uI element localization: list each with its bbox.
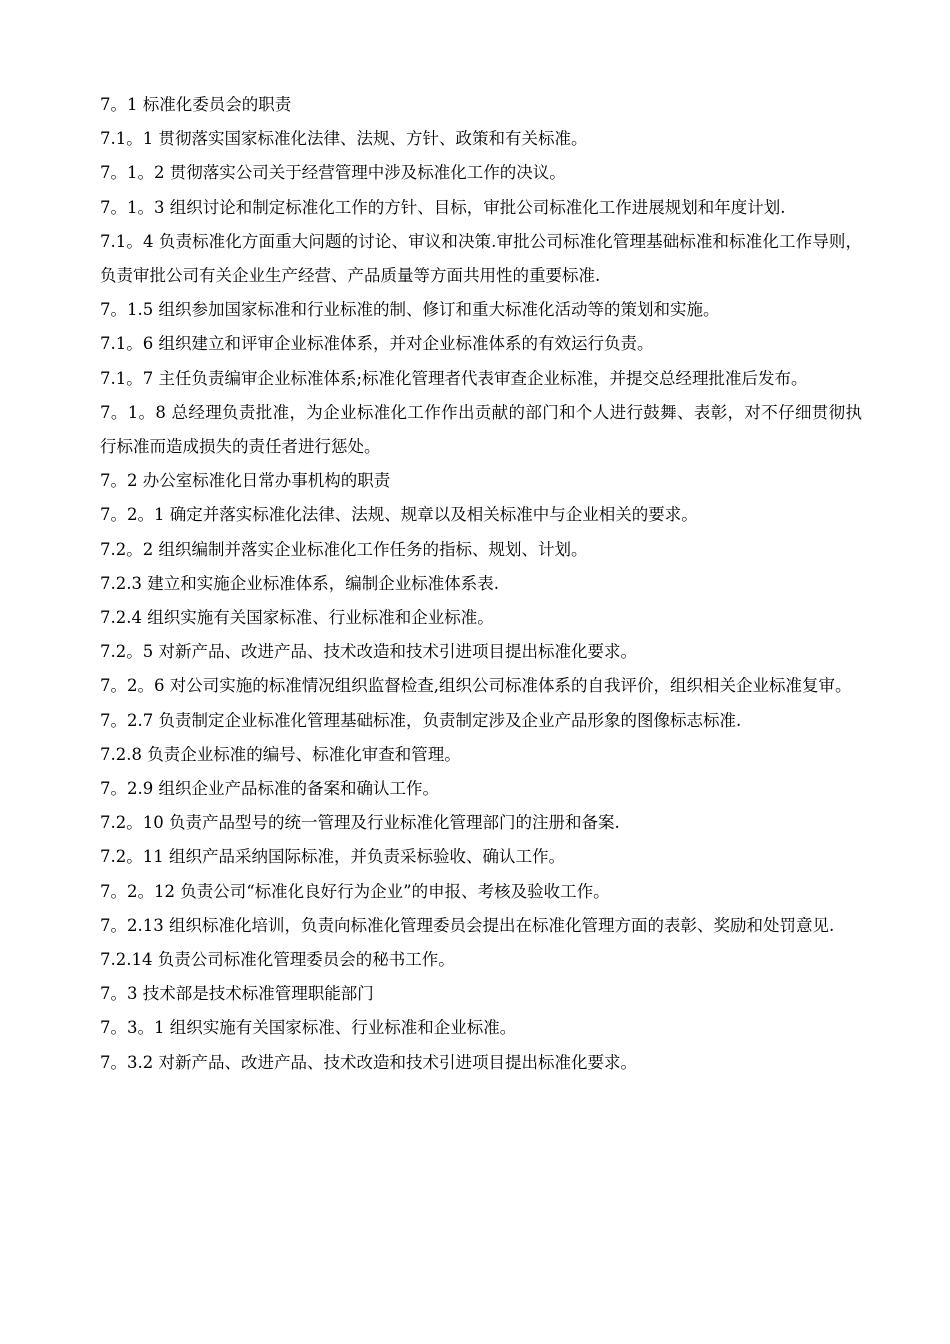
- paragraph-7-3-2: 7。3.2 对新产品、改进产品、技术改造和技术引进项目提出标准化要求。: [100, 1052, 637, 1072]
- paragraph-7-1-8: 7。1。8 总经理负责批准，为企业标准化工作作出贡献的部门和个人进行鼓舞、表彰，对不仔细贯彻执行标准而造成损失的责任者进行惩处。: [100, 402, 862, 457]
- paragraph-7-2-8: 7.2.8 负责企业标准的编号、标准化审查和管理。: [100, 744, 461, 764]
- paragraph-7-2-11: 7.2。11 组织产品采纳国际标准，并负责采标验收、确认工作。: [100, 847, 565, 867]
- paragraph-7-1-6: 7.1。6 组织建立和评审企业标准体系，并对企业标准体系的有效运行负责。: [100, 334, 654, 354]
- paragraph-7-1-7: 7.1。7 主任负责编审企业标准体系;标准化管理者代表审查企业标准，并提交总经理批准后发布。: [100, 368, 808, 388]
- paragraph-7-1-5: 7。1.5 组织参加国家标准和行业标准的制、修订和重大标准化活动等的策划和实施。: [100, 300, 720, 320]
- paragraph-7-2-6: 7。2。6 对公司实施的标准情况组织监督检查,组织公司标准体系的自我评价，组织相关企业标准复审。: [100, 676, 852, 696]
- section-heading-7-3: 7。3 技术部是技术标准管理职能部门: [100, 984, 374, 1004]
- paragraph-7-2-14: 7.2.14 负责公司标准化管理委员会的秘书工作。: [100, 950, 455, 970]
- paragraph-7-3-1: 7。3。1 组织实施有关国家标准、行业标准和企业标准。: [100, 1018, 517, 1038]
- paragraph-7-2-10: 7.2。10 负责产品型号的统一管理及行业标准化管理部门的注册和备案.: [100, 813, 620, 833]
- paragraph-7-2-3: 7.2.3 建立和实施企业标准体系，编制企业标准体系表.: [100, 573, 499, 593]
- paragraph-7-2-1: 7。2。1 确定并落实标准化法律、法规、规章以及相关标准中与企业相关的要求。: [100, 505, 698, 525]
- paragraph-7-2-4: 7.2.4 组织实施有关国家标准、行业标准和企业标准。: [100, 608, 494, 628]
- section-heading-7-1: 7。1 标准化委员会的职责: [100, 95, 292, 114]
- paragraph-7-2-2: 7.2。2 组织编制并落实企业标准化工作任务的指标、规划、计划。: [100, 539, 588, 559]
- paragraph-7-1-3: 7。1。3 组织讨论和制定标准化工作的方针、目标，审批公司标准化工作进展规划和年度计划.: [100, 197, 786, 217]
- document-body: [100, 88, 862, 1080]
- section-heading-7-2: 7。2 办公室标准化日常办事机构的职责: [100, 471, 391, 491]
- paragraph-7-2-12: 7。2。12 负责公司“标准化良好行为企业”的申报、考核及验收工作。: [100, 881, 610, 901]
- paragraph-7-2-13: 7。2.13 组织标准化培训，负责向标准化管理委员会提出在标准化管理方面的表彰、奖励和处罚意见.: [100, 915, 835, 935]
- paragraph-7-2-7: 7。2.7 负责制定企业标准化管理基础标准，负责制定涉及企业产品形象的图像标志标准.: [100, 710, 742, 730]
- paragraph-7-1-2: 7。1。2 贯彻落实公司关于经营管理中涉及标准化工作的决议。: [100, 163, 566, 183]
- paragraph-7-2-9: 7。2.9 组织企业产品标准的备案和确认工作。: [100, 779, 439, 799]
- paragraph-7-1-1: 7.1。1 贯彻落实国家标准化法律、法规、方针、政策和有关标准。: [100, 129, 588, 149]
- paragraph-7-1-4: 7.1。4 负责标准化方面重大问题的讨论、审议和决策.审批公司标准化管理基础标准和标准化工作导则，负责审批公司有关企业生产经营、产品质量等方面共用性的重要标准.: [100, 231, 862, 286]
- paragraph-7-2-5: 7.2。5 对新产品、改进产品、技术改造和技术引进项目提出标准化要求。: [100, 642, 637, 662]
